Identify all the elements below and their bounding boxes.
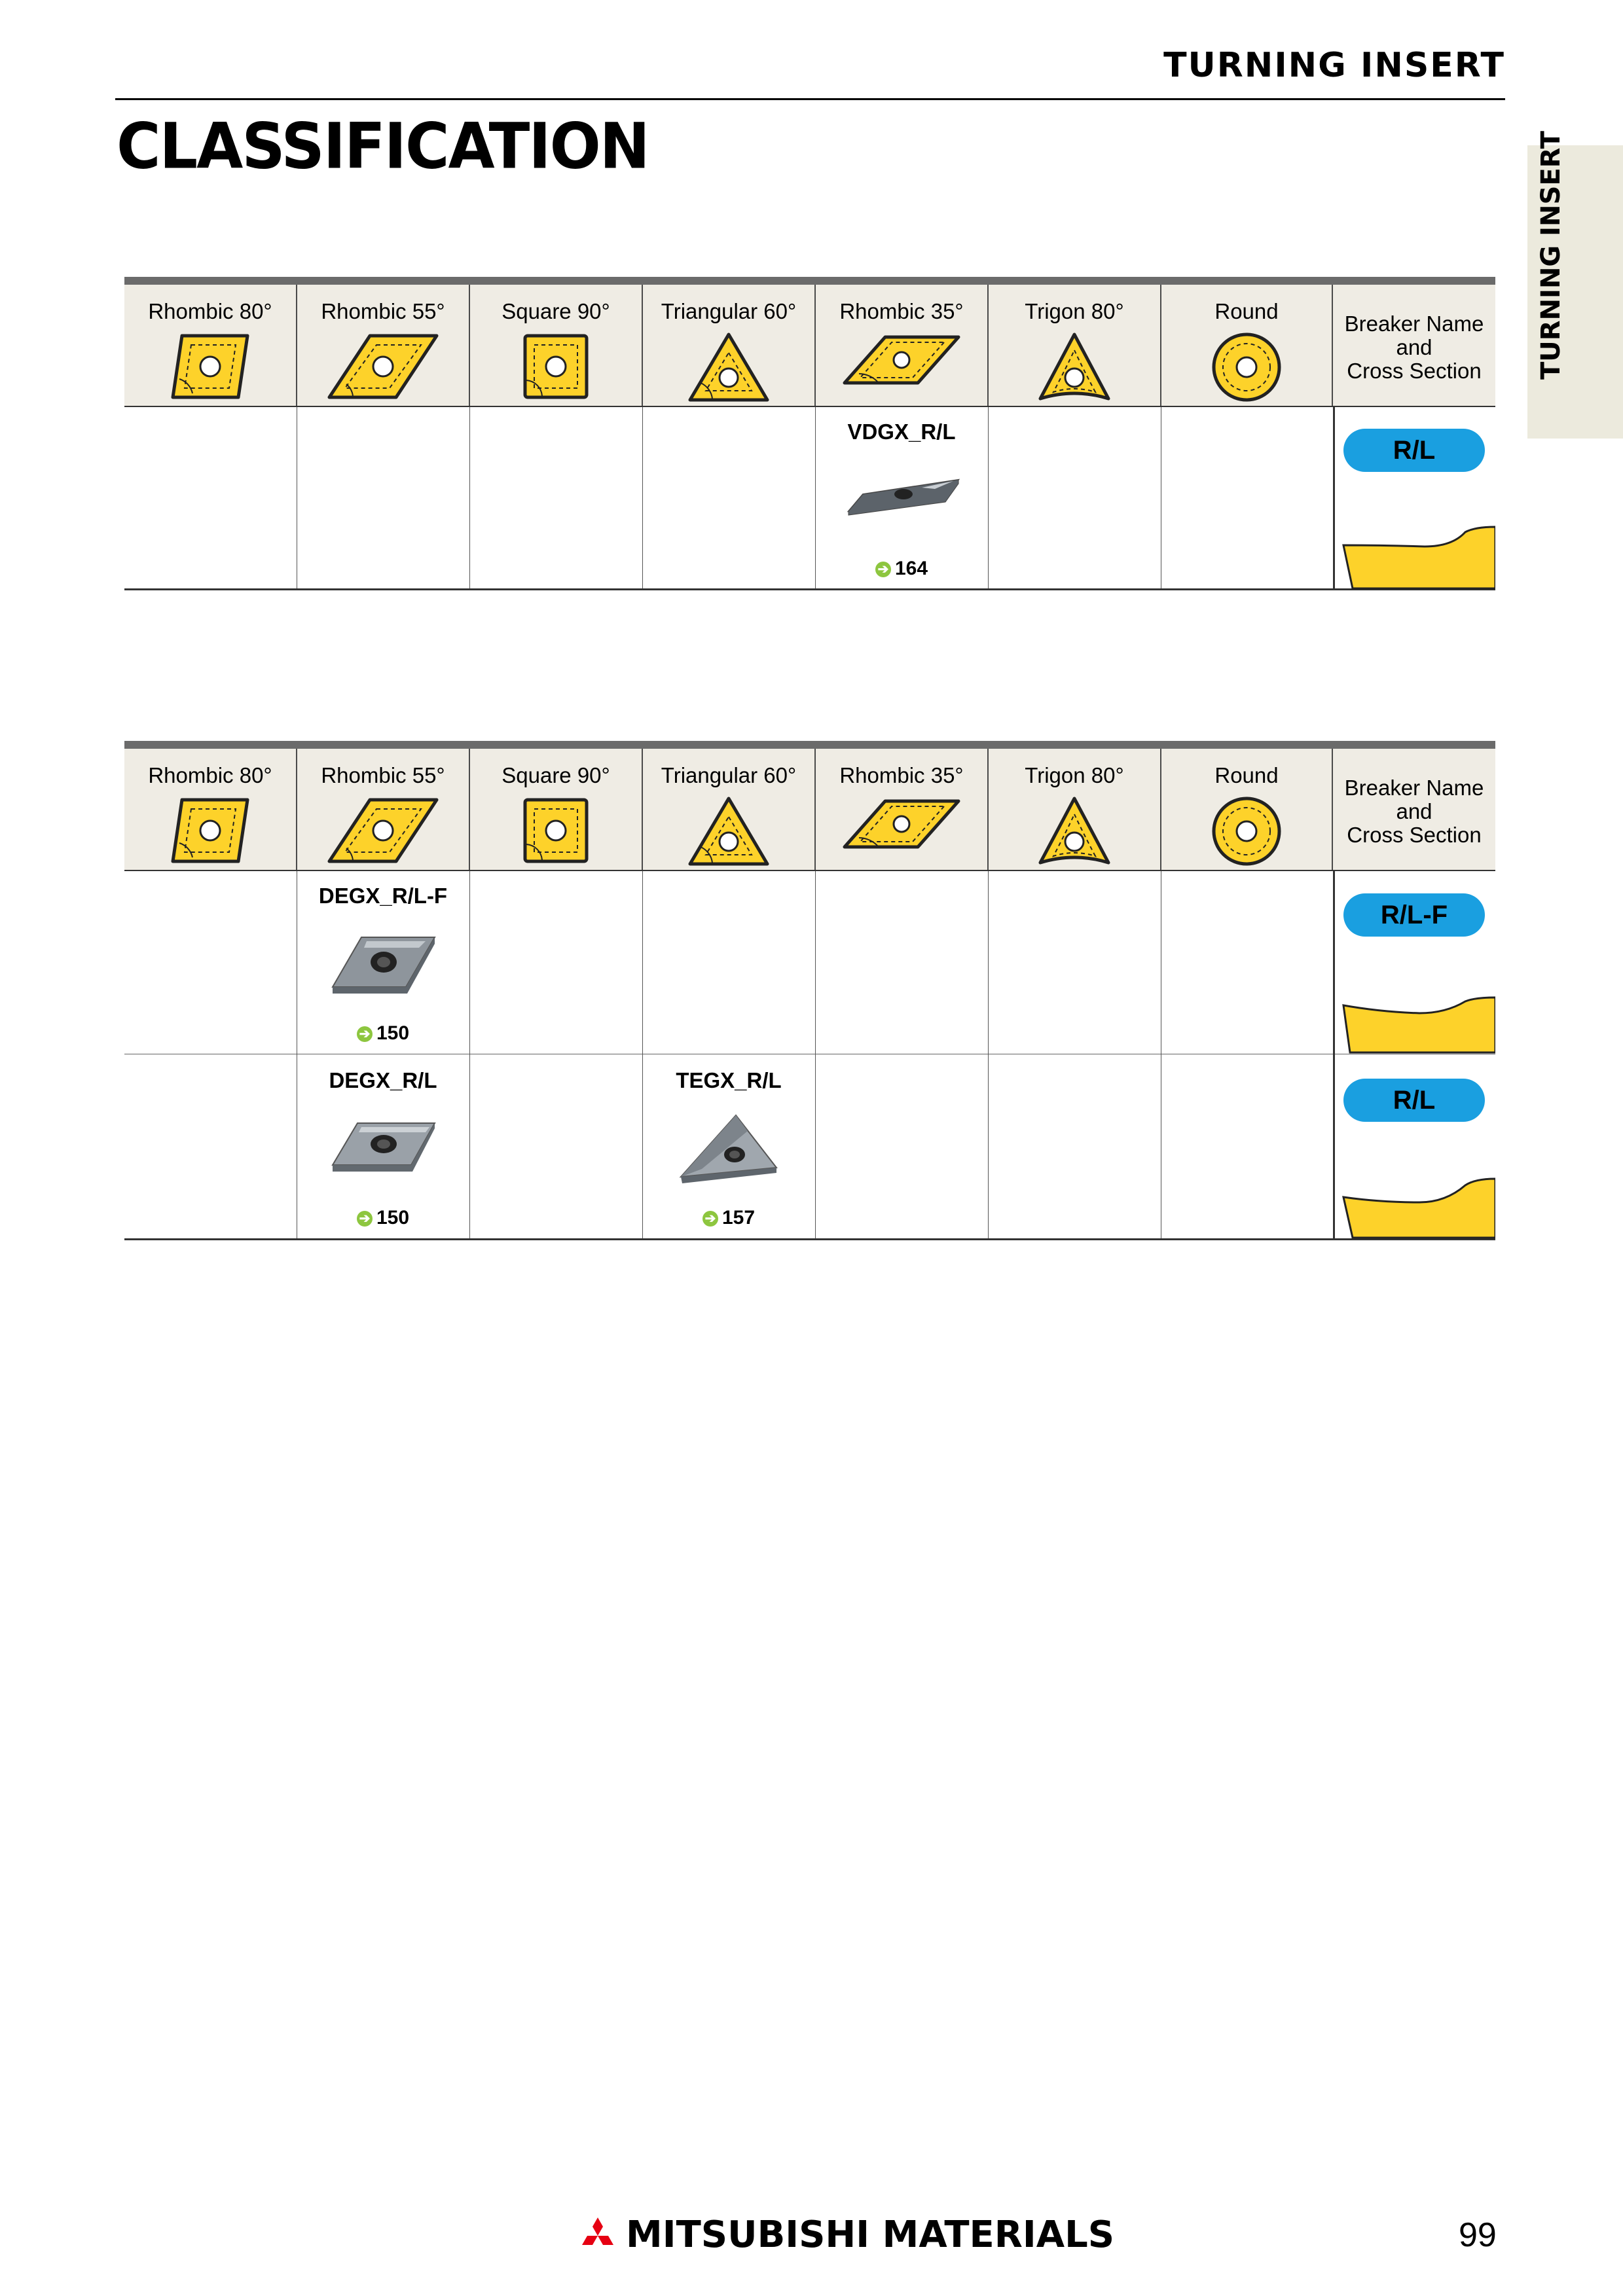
insert-tegx-image	[676, 1111, 780, 1190]
breaker-header-line3: Cross Section	[1347, 823, 1482, 847]
insert-degx-image	[327, 1119, 439, 1178]
round-icon	[1210, 795, 1283, 868]
classification-table-1	[124, 277, 1495, 591]
col-label: Rhombic 35°	[839, 299, 964, 323]
col-divider	[1333, 407, 1335, 588]
col-label: Triangular 60°	[661, 763, 797, 787]
rhombic-35-icon	[839, 331, 964, 389]
col-divider	[642, 871, 643, 1238]
breaker-header-line2: and	[1396, 335, 1432, 359]
cross-section-icon	[1341, 996, 1495, 1054]
breaker-badge: R/L	[1343, 429, 1485, 472]
col-divider	[642, 407, 643, 588]
insert-degx-f-image	[327, 932, 439, 997]
col-rhombic-35	[816, 749, 989, 870]
col-square-90	[470, 749, 643, 870]
page-number: 99	[1459, 2216, 1497, 2254]
rhombic-35-icon	[839, 795, 964, 853]
arrow-right-icon: ➔	[702, 1211, 718, 1227]
insert-name: VDGX_R/L	[847, 420, 956, 444]
cross-section-icon	[1341, 1176, 1495, 1239]
arrow-right-icon: ➔	[357, 1211, 373, 1227]
breaker-header-line3: Cross Section	[1347, 359, 1482, 383]
col-divider	[988, 407, 989, 588]
col-divider	[988, 871, 989, 1238]
row-divider	[124, 588, 1495, 590]
insert-name: DEGX_R/L	[329, 1068, 437, 1092]
col-rhombic-55	[297, 285, 470, 406]
classification-table-2	[124, 741, 1495, 1245]
col-label: Square 90°	[501, 763, 610, 787]
col-rhombic-80	[124, 749, 297, 870]
breaker-badge: R/L	[1343, 1079, 1485, 1122]
row-divider	[124, 1238, 1495, 1240]
insert-name: DEGX_R/L-F	[318, 884, 448, 908]
col-label: Trigon 80°	[1025, 763, 1124, 787]
page-reference[interactable]	[816, 558, 987, 580]
header-rule	[115, 98, 1505, 100]
col-rhombic-80	[124, 285, 297, 406]
insert-name: TEGX_R/L	[676, 1068, 782, 1092]
page-reference[interactable]	[297, 1022, 469, 1045]
insert-vdgx-image	[843, 475, 964, 520]
breaker-header-line2: and	[1396, 799, 1432, 823]
col-label: Rhombic 55°	[321, 299, 445, 323]
col-triangular-60	[643, 285, 816, 406]
col-label: Trigon 80°	[1025, 299, 1124, 323]
rhombic-80-icon	[168, 795, 253, 867]
round-icon	[1210, 331, 1283, 404]
square-90-icon	[520, 795, 592, 867]
col-label: Square 90°	[501, 299, 610, 323]
trigon-80-icon	[1035, 331, 1114, 404]
page-title: CLASSIFICATION	[117, 109, 649, 183]
square-90-icon	[520, 331, 592, 403]
page-number: 150	[376, 1022, 410, 1044]
triangular-60-icon	[686, 331, 771, 404]
col-divider	[469, 407, 470, 588]
arrow-right-icon: ➔	[875, 562, 891, 577]
footer-brand: MITSUBISHI MATERIALS	[626, 2214, 1115, 2256]
col-label: Triangular 60°	[661, 299, 797, 323]
table-top-bar	[124, 741, 1495, 749]
breaker-badge: R/L-F	[1343, 893, 1485, 937]
col-triangular-60	[643, 749, 816, 870]
col-rhombic-55	[297, 749, 470, 870]
col-round	[1161, 749, 1333, 870]
cross-section-icon	[1341, 526, 1495, 590]
col-divider	[469, 871, 470, 1238]
col-trigon-80	[989, 285, 1161, 406]
table-top-bar	[124, 277, 1495, 285]
side-tab-label: TURNING INSERT	[1536, 131, 1566, 380]
col-label: Round	[1214, 763, 1279, 787]
col-label: Rhombic 55°	[321, 763, 445, 787]
mitsubishi-logo-icon	[576, 2216, 619, 2257]
breaker-header-line1: Breaker Name	[1344, 312, 1484, 336]
rhombic-55-icon	[324, 795, 442, 867]
trigon-80-icon	[1035, 795, 1114, 868]
breaker-header	[1333, 285, 1495, 406]
col-label: Rhombic 35°	[839, 763, 964, 787]
col-label: Round	[1214, 299, 1279, 323]
rhombic-80-icon	[168, 331, 253, 403]
arrow-right-icon: ➔	[357, 1026, 373, 1042]
breaker-header	[1333, 749, 1495, 870]
col-divider	[815, 871, 816, 1238]
col-trigon-80	[989, 749, 1161, 870]
page-reference[interactable]	[297, 1207, 469, 1229]
page-number: 164	[894, 558, 928, 579]
row-divider	[124, 406, 1495, 407]
breaker-header-line1: Breaker Name	[1344, 776, 1484, 800]
col-label: Rhombic 80°	[148, 299, 272, 323]
page-reference[interactable]	[643, 1207, 814, 1229]
triangular-60-icon	[686, 795, 771, 868]
row-divider	[124, 870, 1495, 871]
col-label: Rhombic 80°	[148, 763, 272, 787]
rhombic-55-icon	[324, 331, 442, 403]
section-title: TURNING INSERT	[1163, 46, 1505, 85]
col-round	[1161, 285, 1333, 406]
col-rhombic-35	[816, 285, 989, 406]
page-number: 150	[376, 1207, 410, 1229]
col-square-90	[470, 285, 643, 406]
col-divider	[1333, 871, 1335, 1238]
page-number: 157	[721, 1207, 756, 1229]
